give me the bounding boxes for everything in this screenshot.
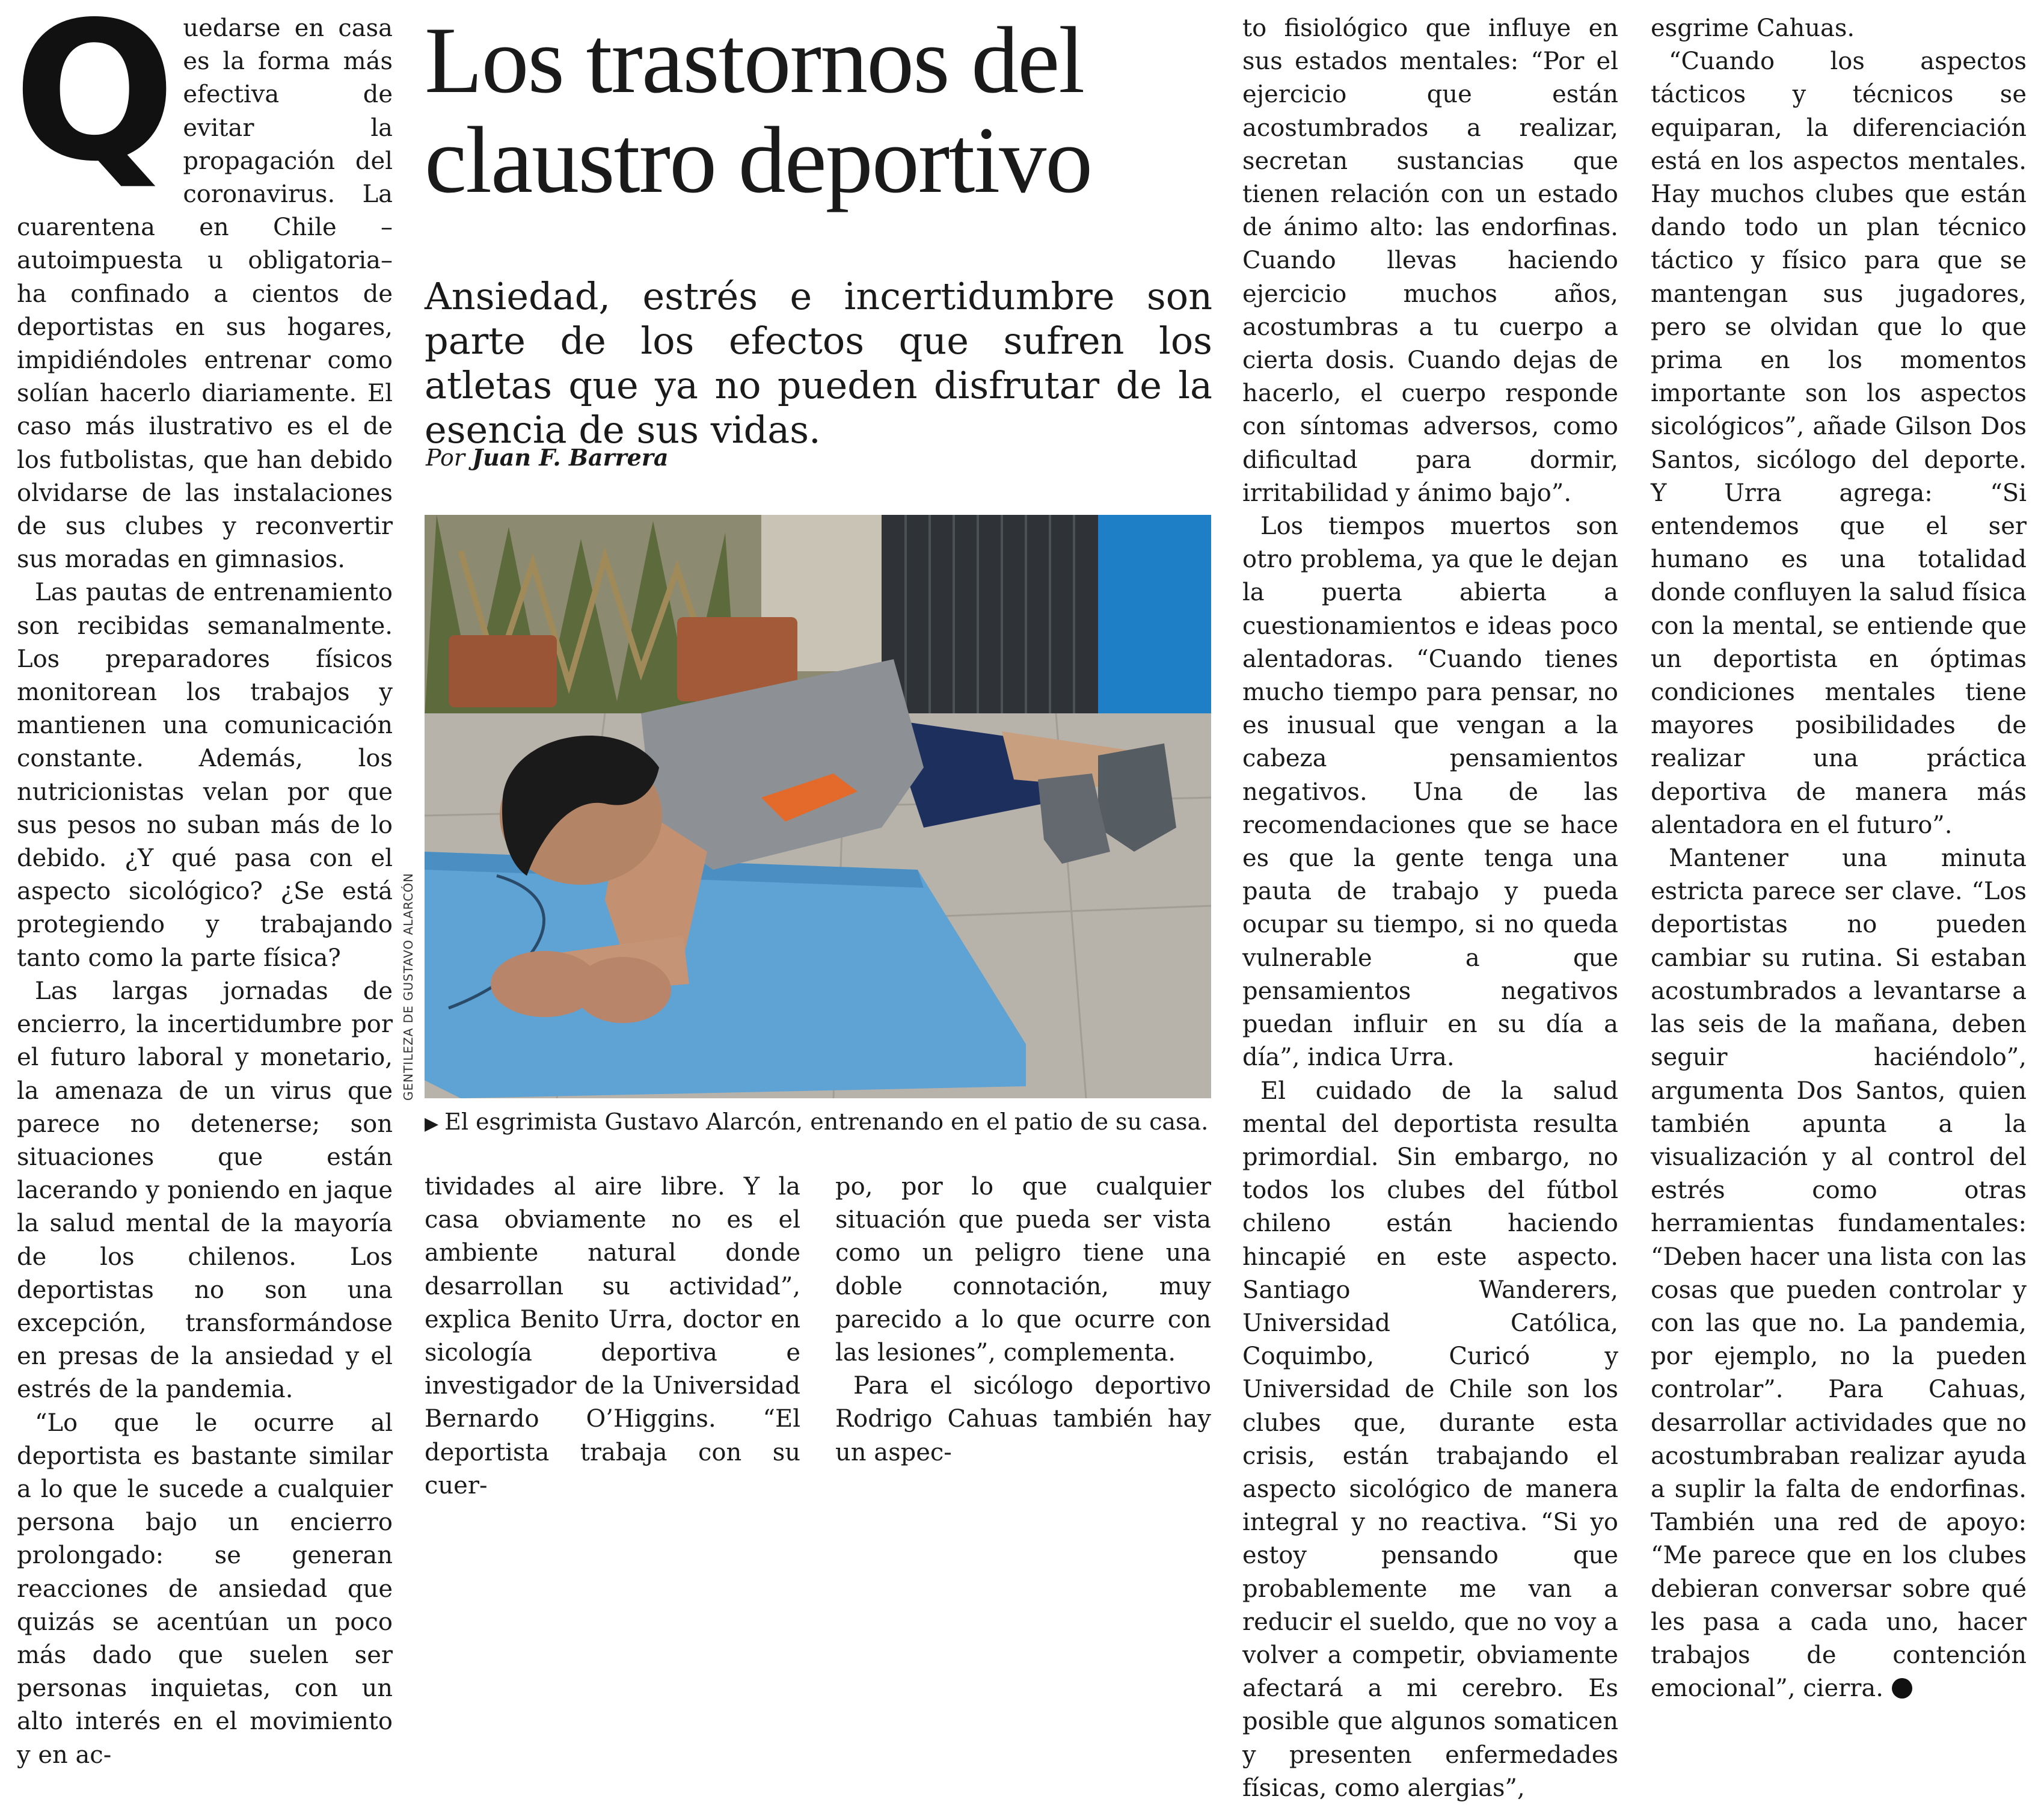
article-column-4	[1651, 12, 2027, 1705]
article-column-2a	[425, 1170, 800, 1502]
paragraph: Las pautas de entrenamiento son recibidas semanalmente. Los preparadores físicos monitorean los trabajos y mantienen una comunicación constante. Además, los nutricionistas velan por que sus pesos no suban más de lo debido. ¿Y qué pasa con el aspecto sicológico? ¿Se está protegiendo y trabajando tanto como la parte física?	[17, 579, 393, 972]
article-column-1	[13, 0, 393, 1772]
caption-text: El esgrimista Gustavo Alarcón, entrenando en el patio de su casa.	[444, 1109, 1209, 1135]
paragraph: Para el sicólogo deportivo Rodrigo Cahuas también hay un aspec-	[835, 1372, 1211, 1466]
author-name: Juan F. Barrera	[472, 444, 669, 471]
article-column-2b	[835, 1170, 1211, 1469]
paragraph: po, por lo que cualquier situación que pueda ser vista como un peligro tiene una doble connotación, muy parecido a lo que ocurre con las lesiones”, complementa.	[835, 1173, 1211, 1367]
closing-text: Mantener una minuta estricta parece ser clave. “Los deportistas no pueden cambiar su rutina. Si estaban acostumbrados a levantarse a las seis de la mañana, deben seguir haciéndolo”, argumenta Dos Santos, quien también apunta a la visualización y al control del estrés como otras herramientas fundamentales: “Deben hacer una lista con las cosas que pueden controlar y con las que no. La pandemia, por ejemplo, no la pueden controlar”. Para Cahuas, desarrollar actividades que no acostumbraban realizar ayuda a suplir la falta de endorfinas. También una red de apoyo: “Me parece que en los clubes debieran conversar sobre qué les pasa a cada uno, hacer trabajos de contención emocional”, cierra.	[1651, 844, 2027, 1703]
article-photo	[425, 515, 1211, 1098]
photo-credit: GENTILEZA DE GUSTAVO ALARCÓN	[401, 873, 416, 1101]
photo-caption	[425, 1107, 1212, 1139]
paragraph: “Cuando los aspectos tácticos y técnicos se equiparan, la diferenciación está en los aspectos mentales. Hay muchos clubes que están dando todo un plan técnico táctico y físico para que se mantengan sus jugadores, pero se olvidan que lo que prima en los momentos importante son los aspectos sicológicos”, añade Gilson Dos Santos, sicólogo del deporte. Y Urra agrega: “Si entendemos que el ser humano es una totalidad donde confluyen la salud física con la mental, se entiende que un deportista en óptimas condiciones mentales tiene mayores posibilidades de realizar una práctica deportiva de manera más alentadora en el futuro”.	[1651, 48, 2027, 839]
byline-prefix: Por	[426, 444, 465, 471]
paragraph: Quedarse en casa es la forma más efectiva de evitar la propagación del coronavirus. La cuarentena en Chile –autoimpuesta u obligatoria– ha confinado a cientos de deportistas en sus hogares, impidiéndoles entrenar como solían hacerlo diariamente. El caso más ilustrativo es el de los futbolistas, que han debido olvidarse de las instalaciones de sus clubes y reconvertir sus moradas en gimnasios.	[13, 0, 393, 574]
headline: Los trastornos del claustro deportivo	[425, 8, 1092, 213]
article-column-3	[1242, 12, 1618, 1805]
paragraph: to fisiológico que influye en sus estados mentales: “Por el ejercicio que están acostumbrados a realizar, secretan sustancias que tienen relación con un estado de ánimo alto: las endorfinas. Cuando llevas haciendo ejercicio muchos años, acostumbras a tu cuerpo a cierta dosis. Cuando dejas de hacerlo, el cuerpo responde con síntomas adversos, como dificultad para dormir, irritabilidad y ánimo bajo”.	[1242, 14, 1618, 507]
caption-arrow-icon: ▶	[425, 1113, 439, 1134]
athlete-plank-photo	[425, 515, 1211, 1098]
byline	[426, 444, 668, 471]
paragraph: esgrime Cahuas.	[1651, 14, 1855, 42]
paragraph: El cuidado de la salud mental del deportista resulta primordial. Sin embargo, no todos los clubes del fútbol chileno están haciendo hincapié en este aspecto. Santiago Wanderers, Universidad Católica, Coquimbo, Curicó y Universidad de Chile son los clubes que, durante esta crisis, están trabajando el aspecto sicológico de manera integral y no reactiva. “Si yo estoy pensando que probablemente me van a reducir el sueldo, que no voy a volver a competir, obviamente afectará a mi cerebro. Es posible que algunos somaticen y presenten enfermedades físicas, como alergias”,	[1242, 1077, 1618, 1802]
paragraph: Las largas jornadas de encierro, la incertidumbre por el futuro laboral y monetario, la amenaza de un virus que parece no detenerse; son situaciones que están lacerando y poniendo en jaque la salud mental de la mayoría de los chilenos. Los deportistas no son una excepción, transformándose en presas de la ansiedad y el estrés de la pandemia.	[17, 977, 393, 1404]
subheadline: Ansiedad, estrés e incertidumbre son parte de los efectos que sufren los atletas que ya no pueden disfrutar de la esencia de sus vidas.	[425, 274, 1212, 452]
paragraph: Los tiempos muertos son otro problema, ya que le dejan la puerta abierta a cuestionamientos e ideas poco alentadoras. “Cuando tienes mucho tiempo para pensar, no es inusual que vengan a la cabeza pensamientos negativos. Una de las recomendaciones que se hace es que la gente tenga una pauta de trabajo y pueda ocupar su tiempo, si no queda vulnerable a que pensamientos negativos puedan influir en su día a día”, indica Urra.	[1242, 512, 1618, 1072]
end-mark-icon	[1892, 1678, 1912, 1699]
drop-cap: Q	[13, 0, 176, 203]
paragraph: tividades al aire libre. Y la casa obviamente no es el ambiente natural donde desarrollan su actividad”, explica Benito Urra, doctor en sicología deportiva e investigador de la Universidad Bernardo O’Higgins. “El deportista trabaja con su cuer-	[425, 1173, 800, 1499]
paragraph: “Lo que le ocurre al deportista es bastante similar a lo que le sucede a cualquier persona bajo un encierro prolongado: se generan reacciones de ansiedad que quizás se acentúan un poco más dado que suelen ser personas inquietas, con un alto interés en el movimiento y en ac-	[17, 1409, 393, 1769]
paragraph	[1651, 842, 2027, 1705]
